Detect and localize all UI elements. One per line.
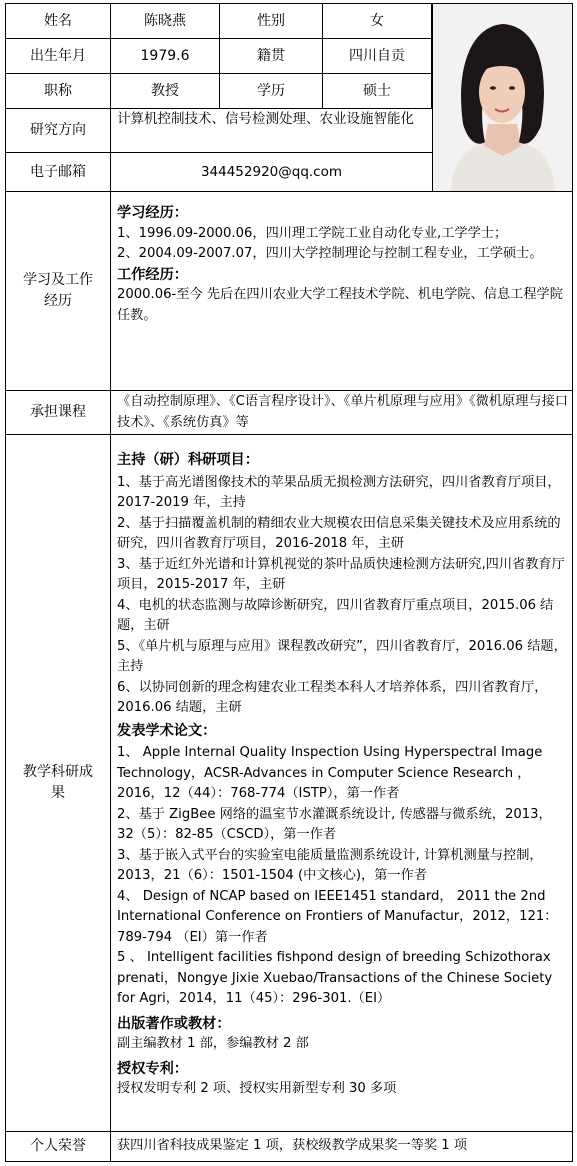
origin-value: 四川自贡 [322,38,432,74]
profile-photo [432,3,573,192]
research-label: 教学科研成果 [5,434,111,1132]
gender-label: 性别 [219,3,323,39]
origin-label: 籍贯 [219,38,323,74]
work-heading: 工作经历： [117,266,188,283]
papers-heading: 发表学术论文： [117,722,217,739]
birth-value: 1979.6 [110,38,220,74]
name-label: 姓名 [5,3,111,39]
project-item: 2、基于扫描覆盖机制的精细农业大规模农田信息采集关键技术及应用系统的研究，四川省教育厅项目，2016-2018 年，主研 [117,515,561,551]
experience-content [110,191,573,391]
experience-label: 学习及工作经历 [5,191,111,391]
courses-content: 《自动控制原理》、《C语言程序设计》、《单片机原理与应用》《微机原理与接口技术》、《系统仿真》等 [110,390,573,435]
edu-value: 硕士 [322,73,432,109]
name-value: 陈晓燕 [110,3,220,39]
research-content [110,434,573,1132]
study-item: 2、2004.09-2007.07，四川大学控制理论与控制工程专业，工学硕士。 [117,246,543,261]
project-item: 1、基于高光谱图像技术的苹果品质无损检测方法研究，四川省教育厅项目，2017-2019 年，主持 [117,474,561,510]
paper-item: 1、 Apple Internal Quality Inspection Using Hyperspectral Image Technology，ACSR-Advances in Computer Science Research ，2016，12（44）：768-774（ISTP），第一作者 [117,745,543,801]
honors-content: 获四川省科技成果鉴定 1 项，获校级教学成果奖一等奖 1 项 [110,1131,573,1162]
paper-item: 3、基于嵌入式平台的实验室电能质量监测系统设计, 计算机测量与控制，2013，21（6）：1501-1504 (中文核心)，第一作者 [117,847,543,883]
project-item: 3、基于近红外光谱和计算机视觉的茶叶品质快速检测方法研究,四川省教育厅项目，2015-2017 年，主研 [117,556,565,592]
projects-heading: 主持（研）科研项目： [117,452,259,468]
project-item: 5、《单片机与原理与应用》课程教改研究”，四川省教育厅，2016.06 结题，主持 [117,638,567,674]
paper-item: 2、基于 ZigBee 网络的温室节水灌溉系统设计, 传感器与微系统，2013，32（5）：82-85（CSCD），第一作者 [117,806,552,842]
paper-item: 5 、 Intelligent facilities fishpond design of breeding Schizothorax prenati，Nongye Jixie Xuebao/Transactions of the Chinese Society for Agri，2014，11（45）：296-301.（EI） [117,950,553,1006]
portrait-image [433,4,572,191]
patents-item: 授权发明专利 2 项、授权实用新型专利 30 多项 [117,1081,397,1096]
patents-heading: 授权专利： [117,1060,188,1077]
research-direction-label: 研究方向 [5,108,111,153]
birth-label: 出生年月 [5,38,111,74]
paper-item: 4、 Design of NCAP based on IEEE1451 standard， 2011 the 2nd International Conference on Frontiers of Manufactur，2012，121：789-794 （EI）第一作者 [117,888,558,945]
research-direction-value: 计算机控制技术、信号检测处理、农业设施智能化 [110,108,433,153]
email-label: 电子邮箱 [5,152,111,192]
project-item: 4、电机的状态监测与故障诊断研究，四川省教育厅重点项目，2015.06 结题，主研 [117,597,554,633]
edu-label: 学历 [219,73,323,109]
work-item: 2000.06-至今 先后在四川农业大学工程技术学院、机电学院、信息工程学院任教。 [117,287,563,323]
project-item: 6、以协同创新的理念构建农业工程类本科人才培养体系，四川省教育厅，2016.06 结题，主研 [117,679,548,715]
email-value: 344452920@qq.com [110,152,433,192]
books-heading: 出版著作或教材： [117,1015,231,1032]
title-value: 教授 [110,73,220,109]
honors-label: 个人荣誉 [5,1131,111,1162]
courses-label: 承担课程 [5,390,111,435]
books-item: 副主编教材 1 部，参编教材 2 部 [117,1036,309,1051]
gender-value: 女 [322,3,432,39]
study-item: 1、1996.09-2000.06，四川理工学院工业自动化专业,工学学士； [117,225,508,241]
study-heading: 学习经历： [117,205,188,221]
title-label: 职称 [5,73,111,109]
